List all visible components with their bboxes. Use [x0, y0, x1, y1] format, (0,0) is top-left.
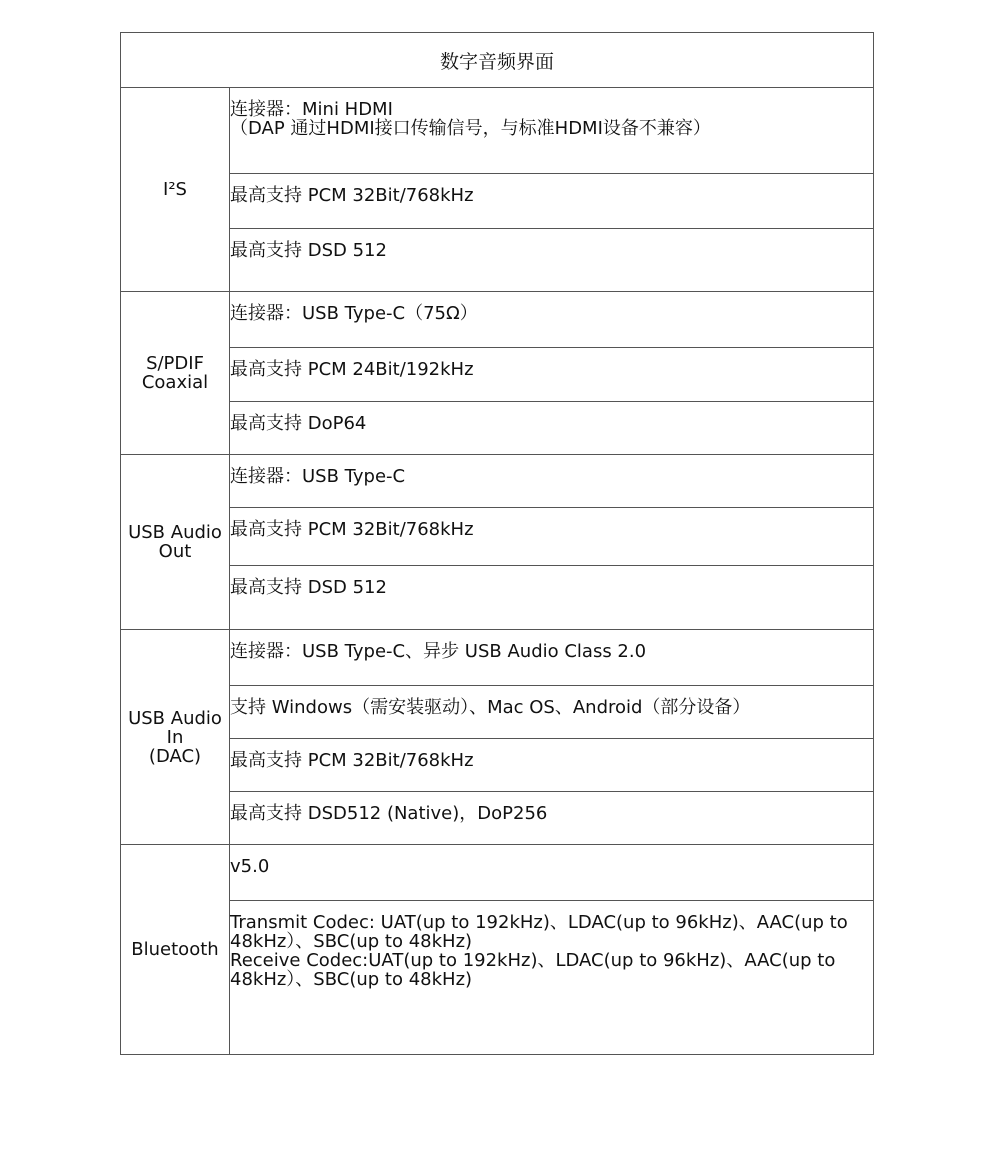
group-label-usb-out: USB Audio Out — [121, 455, 230, 630]
table-row — [121, 792, 874, 845]
table-row — [121, 686, 874, 739]
spec-value: v5.0 — [230, 845, 874, 901]
spec-value: 连接器：USB Type-C — [230, 455, 874, 508]
table-title: 数字音频界面 — [121, 33, 874, 88]
table-row — [121, 455, 874, 508]
spec-value: 最高支持 PCM 24Bit/192kHz — [230, 348, 874, 402]
table-row — [121, 348, 874, 402]
group-label-usb-in: USB Audio In (DAC) — [121, 630, 230, 845]
spec-table — [120, 32, 874, 1055]
title-row — [121, 33, 874, 88]
spec-value: 最高支持 PCM 32Bit/768kHz — [230, 174, 874, 229]
table-row — [121, 566, 874, 630]
spec-value: 最高支持 DSD512 (Native)，DoP256 — [230, 792, 874, 845]
table-row — [121, 901, 874, 1055]
table-row — [121, 508, 874, 566]
spec-value: 连接器：USB Type-C（75Ω） — [230, 292, 874, 348]
table-row — [121, 174, 874, 229]
table-row — [121, 88, 874, 174]
group-label-bluetooth: Bluetooth — [121, 845, 230, 1055]
spec-value: 连接器：Mini HDMI （DAP 通过HDMI接口传输信号，与标准HDMI设备不兼容） — [230, 88, 874, 174]
spec-value: 最高支持 PCM 32Bit/768kHz — [230, 508, 874, 566]
table-row — [121, 739, 874, 792]
spec-value: 支持 Windows（需安装驱动）、Mac OS、Android（部分设备） — [230, 686, 874, 739]
table-row — [121, 630, 874, 686]
spec-value: 最高支持 DoP64 — [230, 402, 874, 455]
spec-value: 连接器：USB Type-C、异步 USB Audio Class 2.0 — [230, 630, 874, 686]
table-row — [121, 292, 874, 348]
group-label-i2s: I²S — [121, 88, 230, 292]
spec-value: 最高支持 DSD 512 — [230, 229, 874, 292]
table-row — [121, 402, 874, 455]
table-row — [121, 845, 874, 901]
spec-value: Transmit Codec: UAT(up to 192kHz)、LDAC(up to 96kHz)、AAC(up to 48kHz）、SBC(up to 48kHz) Receive Codec:UAT(up to 192kHz)、LDAC(up to 96kHz)、AAC(up to 48kHz）、SBC(up to 48kHz) — [230, 901, 874, 1055]
table-row — [121, 229, 874, 292]
spec-value: 最高支持 DSD 512 — [230, 566, 874, 630]
spec-value: 最高支持 PCM 32Bit/768kHz — [230, 739, 874, 792]
group-label-spdif: S/PDIF Coaxial — [121, 292, 230, 455]
